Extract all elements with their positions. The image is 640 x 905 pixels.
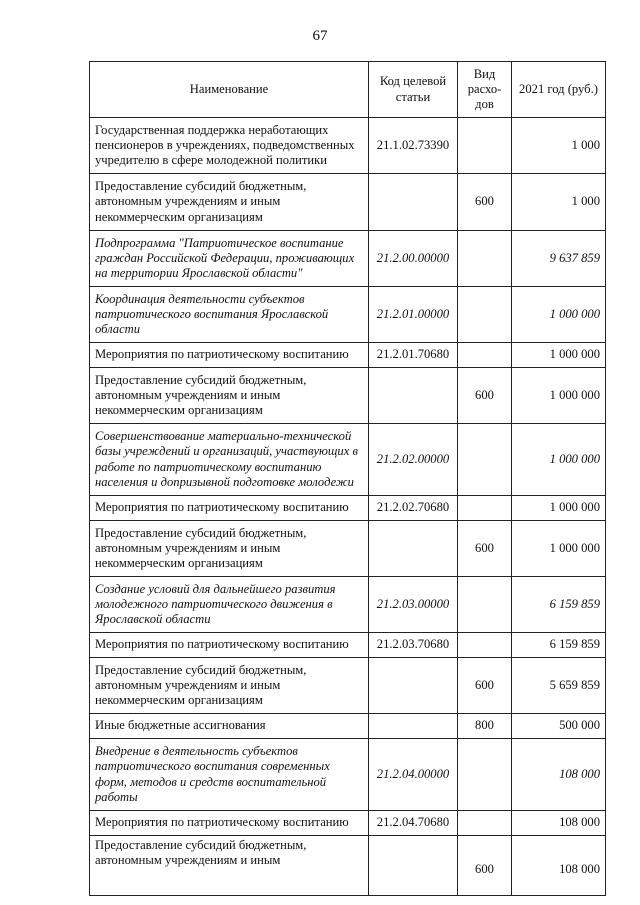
table-header-row (90, 62, 606, 118)
row-amount: 1 000 000 (512, 343, 606, 368)
row-code: 21.2.03.70680 (369, 633, 458, 658)
header-name: Наименование (90, 62, 369, 118)
row-code: 21.2.01.00000 (369, 287, 458, 343)
row-kind: 800 (458, 714, 512, 739)
row-code: 21.2.02.70680 (369, 496, 458, 521)
table-row (90, 836, 606, 896)
row-amount: 1 000 000 (512, 521, 606, 577)
row-code: 21.2.00.00000 (369, 231, 458, 287)
row-amount: 1 000 000 (512, 424, 606, 496)
table-row (90, 577, 606, 633)
row-amount: 6 159 859 (512, 577, 606, 633)
row-name: Координация деятельности субъектов патриотического воспитания Ярославской области (90, 287, 369, 343)
row-name: Мероприятия по патриотическому воспитанию (90, 633, 369, 658)
table-row (90, 174, 606, 231)
row-kind (458, 231, 512, 287)
row-amount: 6 159 859 (512, 633, 606, 658)
row-amount: 1 000 000 (512, 287, 606, 343)
row-kind (458, 577, 512, 633)
row-code: 21.2.04.00000 (369, 739, 458, 811)
row-amount: 5 659 859 (512, 658, 606, 714)
row-name: Предоставление субсидий бюджетным, автономным учреждениям и иным некоммерческим организациям (90, 174, 369, 231)
table-row (90, 424, 606, 496)
row-kind (458, 118, 512, 174)
row-kind: 600 (458, 521, 512, 577)
row-name: Предоставление субсидий бюджетным, автономным учреждениям и иным (90, 836, 369, 896)
row-amount: 1 000 (512, 118, 606, 174)
table-row (90, 287, 606, 343)
row-code (369, 714, 458, 739)
row-kind (458, 496, 512, 521)
row-name: Мероприятия по патриотическому воспитанию (90, 811, 369, 836)
row-kind: 600 (458, 836, 512, 896)
row-name: Предоставление субсидий бюджетным, автономным учреждениям и иным некоммерческим организациям (90, 368, 369, 424)
row-amount: 108 000 (512, 739, 606, 811)
table-row (90, 368, 606, 424)
row-kind (458, 424, 512, 496)
header-amount: 2021 год (руб.) (512, 62, 606, 118)
header-code: Код целевой статьи (369, 62, 458, 118)
row-amount: 1 000 000 (512, 368, 606, 424)
row-amount: 1 000 (512, 174, 606, 231)
row-amount: 108 000 (512, 836, 606, 896)
row-kind (458, 739, 512, 811)
row-kind: 600 (458, 368, 512, 424)
row-code: 21.2.02.00000 (369, 424, 458, 496)
row-kind (458, 343, 512, 368)
table-row (90, 658, 606, 714)
row-name: Государственная поддержка неработающих пенсионеров в учреждениях, подведомственных учредителю в сфере молодежной политики (90, 118, 369, 174)
table-row (90, 714, 606, 739)
row-code (369, 174, 458, 231)
table-row (90, 343, 606, 368)
page-number: 67 (312, 28, 328, 44)
row-amount: 500 000 (512, 714, 606, 739)
row-code (369, 658, 458, 714)
table-row (90, 739, 606, 811)
row-name: Внедрение в деятельность субъектов патриотического воспитания современных форм, методов и средств воспитательной работы (90, 739, 369, 811)
row-name: Предоставление субсидий бюджетным, автономным учреждениям и иным некоммерческим организациям (90, 658, 369, 714)
budget-table (89, 61, 606, 896)
row-code: 21.2.01.70680 (369, 343, 458, 368)
row-kind: 600 (458, 174, 512, 231)
row-amount: 108 000 (512, 811, 606, 836)
row-name: Иные бюджетные ассигнования (90, 714, 369, 739)
row-name: Создание условий для дальнейшего развития молодежного патриотического движения в Ярославской области (90, 577, 369, 633)
row-code (369, 521, 458, 577)
row-code: 21.2.03.00000 (369, 577, 458, 633)
row-code (369, 836, 458, 896)
table-row (90, 521, 606, 577)
row-name: Мероприятия по патриотическому воспитанию (90, 496, 369, 521)
table-row (90, 633, 606, 658)
row-code (369, 368, 458, 424)
row-name: Подпрограмма "Патриотическое воспитание граждан Российской Федерации, проживающих на территории Ярославской области" (90, 231, 369, 287)
header-kind: Вид расхо-дов (458, 62, 512, 118)
row-name: Мероприятия по патриотическому воспитанию (90, 343, 369, 368)
row-code: 21.2.04.70680 (369, 811, 458, 836)
row-name: Совершенствование материально-технической базы учреждений и организаций, участвующих в работе по патриотическому воспитанию населения и допризывной подготовке молодежи (90, 424, 369, 496)
row-kind (458, 633, 512, 658)
table-row (90, 811, 606, 836)
row-kind (458, 287, 512, 343)
table-row (90, 496, 606, 521)
table-row (90, 231, 606, 287)
row-kind: 600 (458, 658, 512, 714)
row-amount: 9 637 859 (512, 231, 606, 287)
row-kind (458, 811, 512, 836)
row-code: 21.1.02.73390 (369, 118, 458, 174)
row-amount: 1 000 000 (512, 496, 606, 521)
table-row (90, 118, 606, 174)
row-name: Предоставление субсидий бюджетным, автономным учреждениям и иным некоммерческим организациям (90, 521, 369, 577)
